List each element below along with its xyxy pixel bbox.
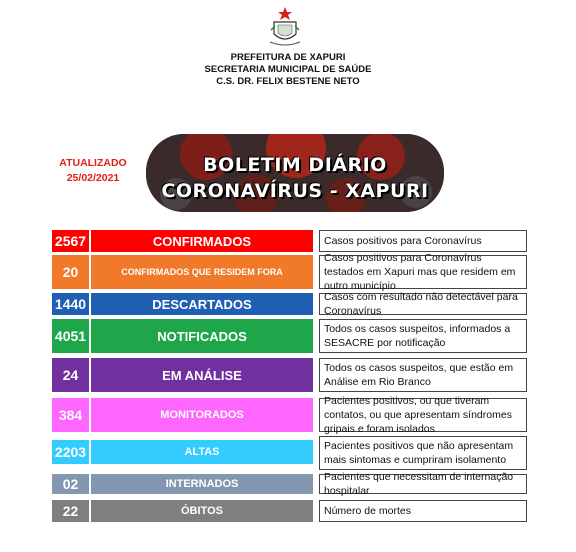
stat-label: CONFIRMADOS <box>91 230 313 252</box>
stat-row-notificados <box>52 319 528 353</box>
stat-value: 22 <box>52 500 89 522</box>
stat-label: MONITORADOS <box>91 398 313 432</box>
stat-description: Pacientes positivos que não apresentam mais sintomas e cumpriram isolamento <box>319 436 527 470</box>
stat-label: ÓBITOS <box>91 500 313 522</box>
banner-title-line1: BOLETIM DIÁRIO <box>203 154 387 176</box>
stat-value: 4051 <box>52 319 89 353</box>
stat-description: Número de mortes <box>319 500 527 522</box>
bulletin-banner <box>146 134 444 212</box>
stat-label: INTERNADOS <box>91 474 313 494</box>
header-centro-saude: C.S. DR. FELIX BESTENE NETO <box>216 76 360 87</box>
stat-description: Pacientes que necessitam de internação hospitalar <box>319 474 527 494</box>
stat-value: 2203 <box>52 440 89 464</box>
banner-title-line2: CORONAVÍRUS - XAPURI <box>161 180 429 202</box>
stat-description: Todos os casos suspeitos, informados a SESACRE por notificação <box>319 319 527 353</box>
stat-description: Casos com resultado não detectável para Coronavírus <box>319 293 527 315</box>
header-secretaria: SECRETARIA MUNICIPAL DE SAÚDE <box>204 64 372 75</box>
header-prefeitura: PREFEITURA DE XAPURI <box>230 52 346 63</box>
stat-value: 24 <box>52 358 89 392</box>
stat-label: DESCARTADOS <box>91 293 313 315</box>
stat-row-confirmados-residem-fora <box>52 252 528 292</box>
stat-value: 2567 <box>52 230 89 252</box>
stat-value: 02 <box>52 474 89 494</box>
stat-label: NOTIFICADOS <box>91 319 313 353</box>
stat-row-em-analise <box>52 358 528 392</box>
stat-description: Todos os casos suspeitos, que estão em Análise em Rio Branco <box>319 358 527 392</box>
stat-label: EM ANÁLISE <box>91 358 313 392</box>
stat-row-obitos <box>52 500 528 522</box>
stat-value: 1440 <box>52 293 89 315</box>
stat-value: 20 <box>52 255 89 289</box>
stat-description: Casos positivos para Coronavírus <box>319 230 527 252</box>
stat-description: Pacientes positivos, ou que tiveram contatos, ou que apresentam síndromes gripais e foram isolados <box>319 398 527 432</box>
updated-date: 25/02/2021 <box>66 172 120 184</box>
stat-value: 384 <box>52 398 89 432</box>
municipal-crest-logo <box>266 6 304 48</box>
stat-row-confirmados <box>52 230 528 252</box>
stat-row-altas <box>52 440 528 464</box>
stat-row-monitorados <box>52 395 528 435</box>
stat-row-internados <box>52 471 528 497</box>
stat-label: CONFIRMADOS QUE RESIDEM FORA <box>91 255 313 289</box>
stat-label: ALTAS <box>91 440 313 464</box>
stat-row-descartados <box>52 293 528 315</box>
updated-stamp <box>48 156 138 186</box>
updated-label: ATUALIZADO <box>59 157 127 169</box>
stat-description: Casos positivos para Coronavírus testados em Xapuri mas que residem em outro município <box>319 255 527 289</box>
